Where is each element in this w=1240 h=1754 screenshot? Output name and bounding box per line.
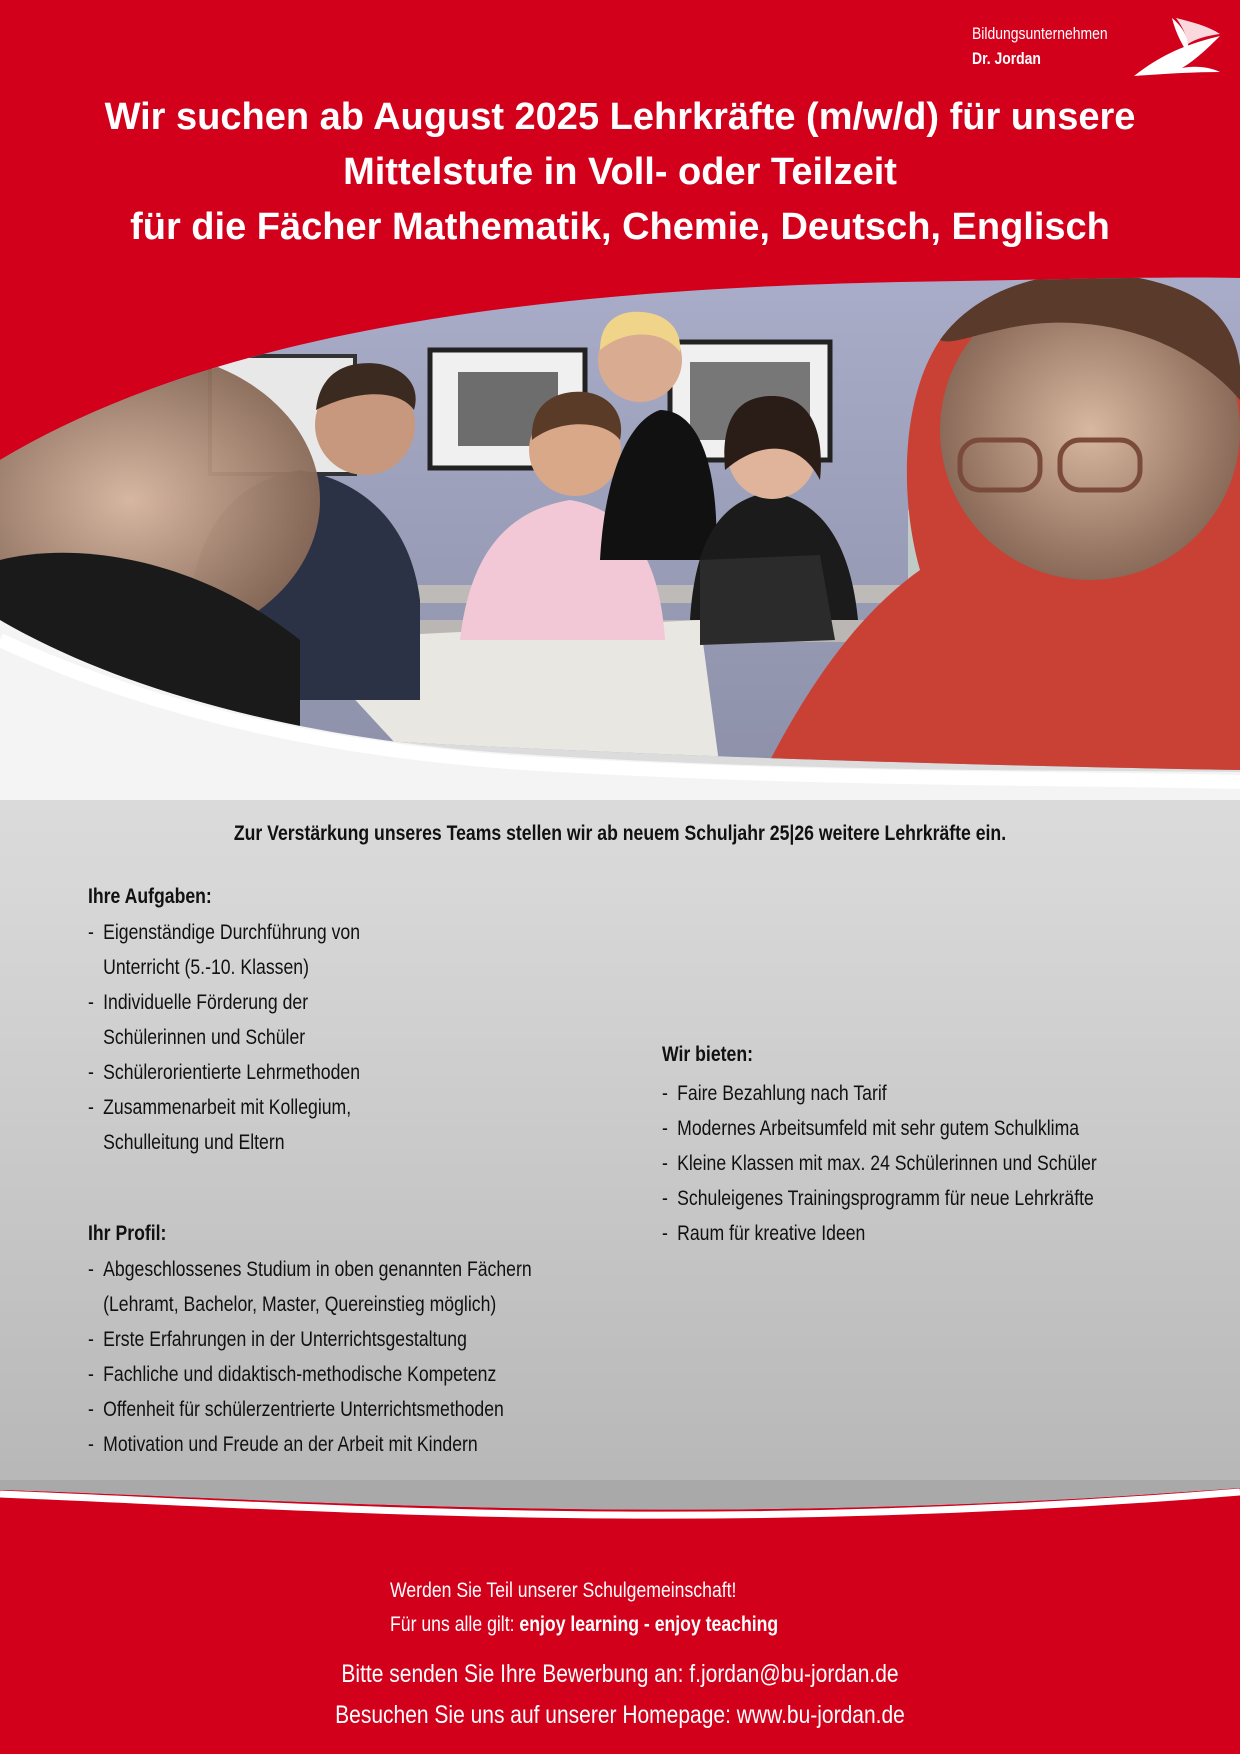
footer-motto — [390, 1608, 778, 1642]
aufgaben-title: Ihre Aufgaben: — [88, 885, 212, 908]
list-item: - Zusammenarbeit mit Kollegium, — [88, 1090, 360, 1125]
logo-name-line: Dr. Jordan — [972, 49, 1041, 68]
headline-line-3: für die Fächer Mathematik, Chemie, Deutsch, Englisch — [130, 206, 1110, 248]
list-item: - Offenheit für schülerzentrierte Unterrichtsmethoden — [88, 1392, 532, 1427]
list-item: - Schülerorientierte Lehrmethoden — [88, 1055, 360, 1090]
list-item: (Lehramt, Bachelor, Master, Quereinstieg möglich) — [103, 1293, 497, 1316]
list-item: - Schuleigenes Trainingsprogramm für neue Lehrkräfte — [662, 1181, 1097, 1216]
aufgaben-list — [88, 915, 360, 1160]
footer-join-text: Werden Sie Teil unserer Schulgemeinschaft! — [390, 1579, 737, 1602]
classroom-photo — [0, 0, 1240, 800]
list-item: - Faire Bezahlung nach Tarif — [662, 1076, 1097, 1111]
list-item: Unterricht (5.-10. Klassen) — [103, 956, 309, 979]
logo-company-line: Bildungsunternehmen — [972, 24, 1108, 43]
list-item: - Erste Erfahrungen in der Unterrichtsgestaltung — [88, 1322, 532, 1357]
list-item: - Raum für kreative Ideen — [662, 1216, 1097, 1251]
list-item: Schulleitung und Eltern — [103, 1131, 285, 1154]
profil-title: Ihr Profil: — [88, 1222, 167, 1245]
list-item: - Motivation und Freude an der Arbeit mit Kindern — [88, 1427, 532, 1462]
bieten-title: Wir bieten: — [662, 1043, 753, 1066]
headline-line-1: Wir suchen ab August 2025 Lehrkräfte (m/w/d) für unsere — [104, 96, 1136, 138]
list-item: Schülerinnen und Schüler — [103, 1026, 306, 1049]
list-item: - Eigenständige Durchführung von — [88, 915, 360, 950]
list-item: - Fachliche und didaktisch-methodische Kompetenz — [88, 1357, 532, 1392]
footer-wave — [0, 1480, 1240, 1580]
footer-application-email: Bitte senden Sie Ihre Bewerbung an: f.jordan@bu-jordan.de — [341, 1660, 899, 1688]
list-item: - Modernes Arbeitsumfeld mit sehr gutem Schulklima — [662, 1111, 1097, 1146]
list-item: - Abgeschlossenes Studium in oben genannten Fächern — [88, 1252, 532, 1287]
footer-homepage: Besuchen Sie uns auf unserer Homepage: www.bu-jordan.de — [335, 1701, 905, 1729]
headline-line-2: Mittelstufe in Voll- oder Teilzeit — [343, 151, 897, 193]
intro-text: Zur Verstärkung unseres Teams stellen wir ab neuem Schuljahr 25|26 weitere Lehrkräfte ein. — [233, 822, 1007, 845]
profil-list — [88, 1252, 532, 1462]
footer-motto-slogan: enjoy learning - enjoy teaching — [519, 1613, 779, 1636]
list-item: - Individuelle Förderung der — [88, 985, 360, 1020]
list-item: - Kleine Klassen mit max. 24 Schülerinnen und Schüler — [662, 1146, 1097, 1181]
bieten-list — [662, 1076, 1097, 1251]
footer-motto-prefix: Für uns alle gilt: — [390, 1613, 520, 1636]
